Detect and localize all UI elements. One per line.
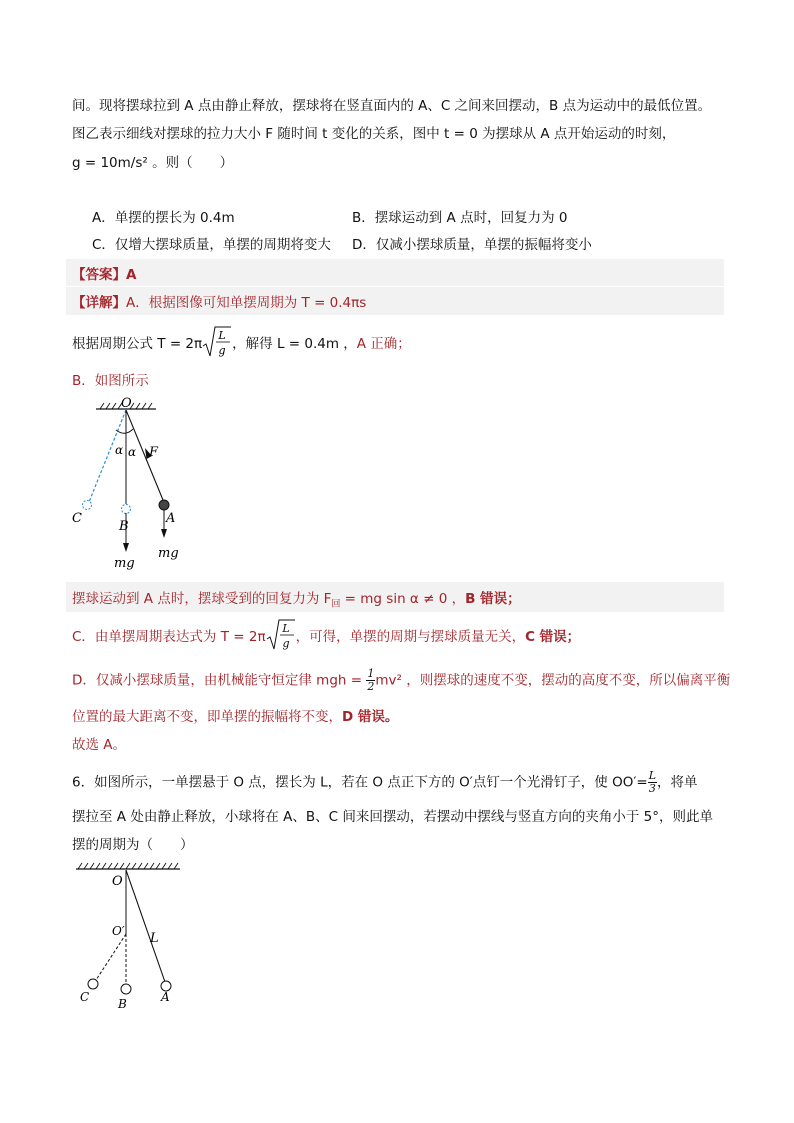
frac-L: L xyxy=(218,329,226,342)
label-O-2: O xyxy=(112,874,123,889)
q6-frac-den: 3 xyxy=(648,782,656,795)
label-O: O xyxy=(121,396,132,411)
detail-tag: 【详解】 xyxy=(72,295,126,311)
q6-frac-num: L xyxy=(648,769,657,782)
label-Oprime: O′ xyxy=(112,924,125,938)
option-d: D．仅减小摆球质量，单摆的振幅将变小 xyxy=(352,237,592,253)
ball-B-2 xyxy=(121,984,131,994)
pendulum-peg-diagram xyxy=(68,858,190,1013)
c-text-b: ，可得，单摆的周期与摆球质量无关， xyxy=(295,629,526,645)
b-head: B．如图所示 xyxy=(72,373,149,389)
label-mg-B: mg xyxy=(114,556,135,571)
detail-line-1 xyxy=(72,291,366,311)
formula-text-c: A 正确； xyxy=(356,336,411,352)
detail-a: A．根据图像可知单摆周期为 T = 0.4πs xyxy=(126,295,367,311)
label-B: B xyxy=(119,519,129,534)
restoring-line xyxy=(72,587,521,610)
q6-fraction xyxy=(648,770,657,795)
ball-C-2 xyxy=(88,979,98,989)
conclusion: 故选 A。 xyxy=(72,737,127,753)
d-line-2 xyxy=(72,705,398,725)
ball-C xyxy=(83,501,92,510)
intro-line-2: 图乙表示细线对摆球的拉力大小 F 随时间 t 变化的关系，图中 t = 0 为摆球从 A 点开始运动的时刻， xyxy=(72,126,676,142)
answer-tag: 【答案】 xyxy=(72,267,126,283)
d-text-b: mv² ，则摆球的速度不变，摆动的高度不变，所以偏离平衡 xyxy=(375,672,731,689)
label-A: A xyxy=(166,511,176,526)
ceiling-hatch-2 xyxy=(78,863,178,869)
formula-text-a: 根据周期公式 T = 2π xyxy=(72,336,203,352)
restoring-text-a: 摆球运动到 A 点时，摆球受到的回复力为 F xyxy=(72,591,332,607)
label-A-2: A xyxy=(161,990,170,1004)
restoring-sub: 回 xyxy=(331,599,341,610)
formula-text-b: ，解得 L = 0.4m ， xyxy=(232,336,357,352)
label-F: F xyxy=(149,445,159,460)
d-text-c: 位置的最大距离不变，即单摆的振幅将不变， xyxy=(72,709,342,725)
d-text-a: D．仅减小摆球质量，由机械能守恒定律 mgh = xyxy=(72,672,367,689)
c-line xyxy=(72,618,580,656)
d-text-d: D 错误。 xyxy=(342,709,399,725)
q6-line-3: 摆的周期为（ ） xyxy=(72,837,194,853)
label-alpha-2: α xyxy=(128,445,137,459)
answer-line xyxy=(72,263,136,283)
intro-line-1: 间。现将摆球拉到 A 点由静止释放，摆球将在竖直面内的 A、C 之间来回摆动，B 点为运动中的最低位置。 xyxy=(72,98,712,114)
restoring-text-b: = mg sin α ≠ 0 ， xyxy=(340,591,466,607)
answer-band xyxy=(66,259,724,286)
option-c: C．仅增大摆球质量，单摆的周期将变大 xyxy=(92,237,331,253)
pendulum-force-diagram xyxy=(68,392,188,574)
intro-line-3: g = 10m/s² 。则（ ） xyxy=(72,155,234,171)
ball-B xyxy=(122,505,131,514)
label-C-2: C xyxy=(80,990,90,1004)
option-a: A．单摆的摆长为 0.4m xyxy=(92,210,235,226)
ball-A xyxy=(159,500,169,510)
formula-line xyxy=(72,325,411,363)
d-frac-den: 2 xyxy=(367,680,375,693)
label-L: L xyxy=(150,931,159,946)
option-b: B．摆球运动到 A 点时，回复力为 0 xyxy=(352,210,568,226)
frac-L-2: L xyxy=(281,622,290,635)
d-fraction xyxy=(366,668,375,693)
sqrt-radical xyxy=(202,325,232,363)
arrow-mg-B xyxy=(123,543,129,552)
label-mg-A: mg xyxy=(158,546,179,561)
frac-g-2: g xyxy=(282,637,290,650)
label-C: C xyxy=(72,511,82,526)
label-B-2: B xyxy=(118,997,127,1011)
q6-text-b: ，将单 xyxy=(657,774,698,791)
q6-line-1 xyxy=(72,770,698,795)
dashed-line-C xyxy=(96,934,126,980)
q6-line-2: 摆拉至 A 处由静止释放，小球将在 A、B、C 间来回摆动，若摆动中摆线与竖直方向的夹角小于 5°，则此单 xyxy=(72,809,713,825)
string-A-2 xyxy=(126,870,165,982)
d-frac-num: 1 xyxy=(367,667,375,680)
d-line-1 xyxy=(72,668,730,693)
c-text-a: C．由单摆周期表达式为 T = 2π xyxy=(72,629,266,645)
frac-g: g xyxy=(218,344,226,357)
arrow-mg-A xyxy=(161,529,167,538)
q6-text-a: 6．如图所示，一单摆悬于 O 点，摆长为 L，若在 O 点正下方的 O′点钉一个光滑钉子，使 OO′= xyxy=(72,774,648,791)
label-alpha-1: α xyxy=(115,443,124,457)
c-text-c: C 错误； xyxy=(525,629,581,645)
answer-value: A xyxy=(126,267,137,283)
sqrt-radical-2 xyxy=(266,618,296,656)
restoring-text-c: B 错误； xyxy=(465,591,521,607)
